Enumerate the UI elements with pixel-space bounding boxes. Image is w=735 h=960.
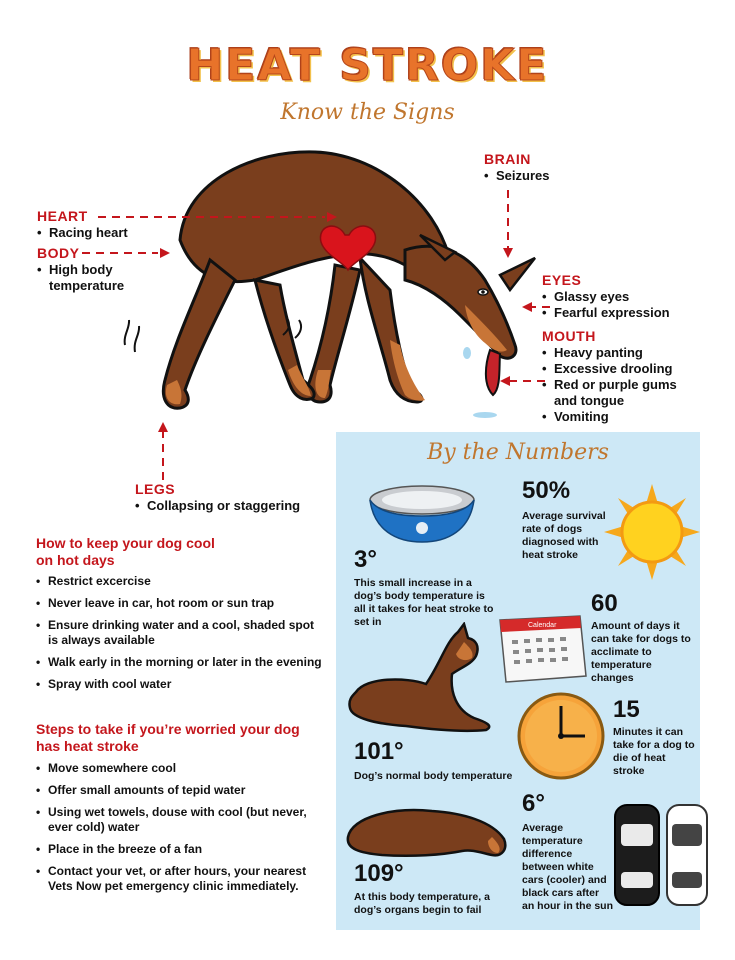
stat-15-text: Minutes it can take for a dog to die of heat stroke bbox=[613, 726, 695, 777]
list-item: • Offer small amounts of tepid water bbox=[36, 783, 326, 798]
list-item: • Place in the breeze of a fan bbox=[36, 842, 326, 857]
sleeping-dog-icon bbox=[342, 797, 512, 869]
list-item: • Restrict excercise bbox=[36, 574, 326, 589]
list-item: • Move somewhere cool bbox=[36, 761, 326, 776]
mouth-item: • Vomiting bbox=[542, 409, 692, 425]
mouth-label: MOUTH bbox=[542, 328, 596, 344]
calendar-icon bbox=[498, 612, 588, 686]
stat-15-value: 15 bbox=[613, 696, 640, 723]
stat-50-value: 50% bbox=[522, 477, 571, 504]
sun-icon bbox=[604, 484, 700, 580]
numbers-title: By the Numbers bbox=[427, 440, 609, 465]
mouth-item: • Excessive drooling bbox=[542, 361, 692, 377]
eyes-label: EYES bbox=[542, 272, 582, 288]
heart-label: HEART bbox=[37, 208, 88, 224]
body-item: • High body temperature bbox=[37, 262, 137, 294]
eyes-item: • Glassy eyes bbox=[542, 289, 722, 305]
steps-list bbox=[36, 761, 326, 901]
calendar-label: Calendar bbox=[528, 622, 557, 629]
mouth-item: • Heavy panting bbox=[542, 345, 692, 361]
list-item: • Ensure drinking water and a cool, shaded spot is always available bbox=[36, 618, 326, 648]
stat-109-value: 109° bbox=[354, 860, 404, 887]
brain-list bbox=[484, 168, 634, 184]
eyes-list bbox=[542, 289, 722, 321]
list-item: • Spray with cool water bbox=[36, 677, 326, 692]
stat-101-text: Dog’s normal body temperature bbox=[354, 770, 513, 782]
page-subtitle: Know the Signs bbox=[280, 100, 455, 125]
stat-60-text: Amount of days it can take for dogs to acclimate to temperature changes bbox=[591, 620, 691, 684]
legs-label: LEGS bbox=[135, 481, 176, 497]
keep-cool-list bbox=[36, 574, 326, 699]
stat-6-text: Average temperature difference between white cars (cooler) and black cars after an hour in the sun bbox=[522, 822, 613, 912]
stat-3-text: This small increase in a dog’s body temperature is all it takes for heat stroke to set in bbox=[354, 577, 494, 628]
mouth-item: • Red or purple gums and tongue bbox=[542, 377, 692, 409]
stat-50-text: Average survival rate of dogs diagnosed with heat stroke bbox=[522, 510, 606, 561]
stat-109-text: At this body temperature, a dog’s organs begin to fail bbox=[354, 891, 490, 916]
stat-101-value: 101° bbox=[354, 738, 404, 765]
brain-item: • Seizures bbox=[484, 168, 634, 184]
heart-list bbox=[37, 225, 187, 241]
legs-item: • Collapsing or staggering bbox=[135, 498, 335, 514]
stat-6-value: 6° bbox=[522, 790, 545, 817]
brain-label: BRAIN bbox=[484, 151, 531, 167]
clock-icon bbox=[517, 692, 605, 780]
list-item: • Walk early in the morning or later in the evening bbox=[36, 655, 326, 670]
list-item: • Using wet towels, douse with cool (but never, ever cold) water bbox=[36, 805, 326, 835]
water-bowl-icon bbox=[366, 480, 478, 546]
lying-dog-icon bbox=[346, 622, 498, 740]
list-item: • Contact your vet, or after hours, your nearest Vets Now pet emergency clinic immediately. bbox=[36, 864, 326, 894]
black-car-icon bbox=[612, 802, 662, 908]
body-label: BODY bbox=[37, 245, 80, 261]
legs-list bbox=[135, 498, 335, 514]
white-car-icon bbox=[664, 802, 710, 908]
keep-cool-title: How to keep your dog cool on hot days bbox=[36, 535, 215, 568]
mouth-list bbox=[542, 345, 692, 425]
body-list bbox=[37, 262, 137, 294]
stat-3-value: 3° bbox=[354, 546, 377, 573]
heart-item: • Racing heart bbox=[37, 225, 187, 241]
steps-title: Steps to take if you’re worried your dog has heat stroke bbox=[36, 721, 300, 754]
stat-60-value: 60 bbox=[591, 590, 618, 617]
page-title: HEAT STROKE bbox=[186, 40, 549, 91]
list-item: • Never leave in car, hot room or sun trap bbox=[36, 596, 326, 611]
eyes-item: • Fearful expression bbox=[542, 305, 722, 321]
